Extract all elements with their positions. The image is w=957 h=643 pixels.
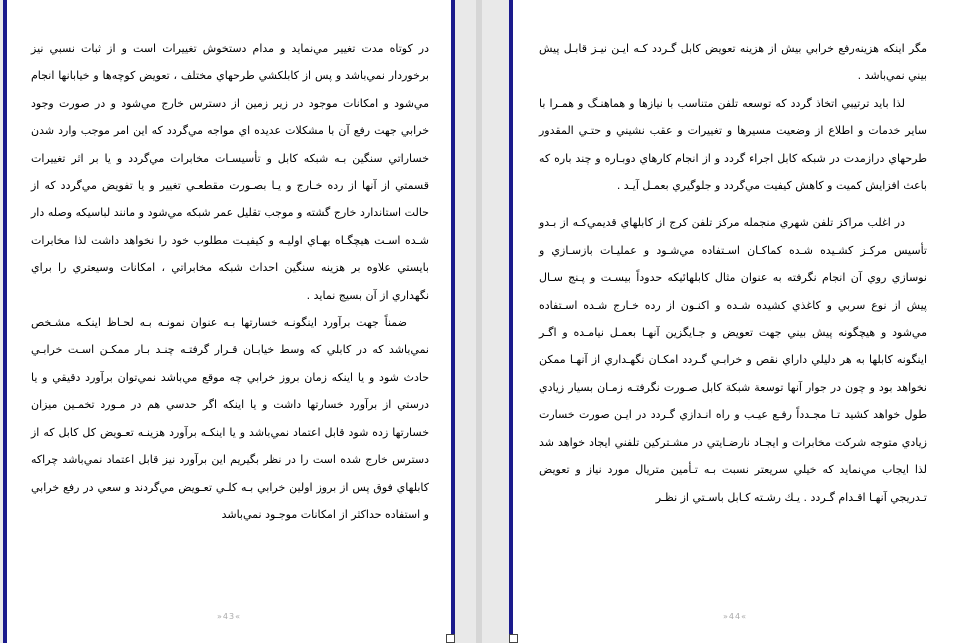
- page-corner-marker: [509, 634, 518, 643]
- paragraph: مگر اينكه هزينه‌رفع خرابي بيش از هزينه تعويض كابل گـردد كـه ايـن نيـز قابـل پيش بيني نمي‌باشد .: [539, 42, 927, 83]
- paragraph: ضمناً جهت برآورد اينگونـه خسارتها بـه عنوان نمونـه بـه لحـاظ اينكـه مشـخص نمي‌باشد كه در كابلي كه وسط خيابـان قـرار گرفتـه چنـد بـار ممكـن اسـت خرابـي حادث شود و يا اينكه زمان بروز خرابي چه موقع مي‌باشد نمي‌توان برآورد دقيقي و يا درستي از برآورد خسارتها داشت و يا اينكه اگر حدسي هم در مـورد تخمـين ميزان خسارتها زده شود قابل اعتماد نمي‌باشد و يا اينكـه برآورد هزينـه تعـويض كل كابل كه از دسترس خارج شده است را در نظر بگيريم اين برآورد نيز قابل اعتماد نمي‌باشد چراكه كابلهاي فوق پس از بروز اولين خرابي بـه كلـي تعـويض مي‌گردند و سعي در رفع خرابي و استفاده حداكثر از امكانات موجـود نمي‌باشد: [31, 316, 429, 521]
- paragraph: در كوتاه مدت تغيير مي‌نمايد و مدام دستخوش تغييرات است و از ثبات نسبي نيز برخوردار نمي‌باشد و پس از كابلكشي طرحهاي مختلف ، تعويض كوچه‌ها و خيابانها انجام مي‌شود و امكانات موجود در زير زمين از دسترس خارج مي‌شود و در صورت وجود خرابي جهت رفع آن با مشكلات عديده اي مواجه مي‌گردد كه اين امر موجب وارد شدن خساراتي سنگين بـه شبكه كابل و تأسيسـات مخابرات مي‌گردد و يا بر اثر تغييرات قسمتي از آنها از رده خـارج و يـا بصـورت مقطعـي تغيير و يا تفويض مي‌گردد كه از حالت استاندارد خارج گشته و موجب تقليل عمر شبكه مي‌شود و مانند لباسيكه وصله دار شـده اسـت هيچگـاه بهـاي اوليـه و كيفيـت مطلوب خود را نخواهد داشت لذا مخابرات بايستي علاوه بر هزينه سنگين احداث شبكه مخابراتي ، امكانات وسيعتري را براي نگهداري از آن بسيج نمايد .: [31, 42, 429, 302]
- page-gutter: [455, 0, 509, 643]
- scroll-divider: [476, 0, 482, 643]
- page-number: »44«: [723, 612, 747, 621]
- paragraph: در اغلب مراكز تلفن شهري منجمله مركز تلفن كرج از كابلهاي قديمي‌كـه از بـدو تأسيس مركـز كشـيده شـده كماكـان اسـتفاده مي‌شـود و عمليـات بازسـازي و نوسازي روي آن انجام نگرفته به عنوان مثال كابلهائيكه حدوداً بيسـت و پـنج سـال پيش از نوع سربي و كاغذي كشيده شـده و اكنـون از رده خـارج شـده اسـتفاده مي‌شود و هيچگونه پيش بيني جهت تعويض و جـايگزين آنهـا بعمـل نيامـده و اگـر اينگونه كابلها به هر دليلي داراي نقص و خرابـي گـردد امكـان نگهـداري از آنهـا ممكن نخواهد بود و چون در جوار آنها توسعة شبكة كابل صـورت نگرفتـه زمـان بسيار زيادي طول خواهد كشيد تـا مجـدداً رفـع عيـب و راه انـدازي گـردد در ايـن صورت خسارت زيادي متوجه شركت مخابرات و ايجـاد نارضـايتي در مشـتركين تلفني ايجاد خواهد شد لذا ايجاب مي‌نمايد كه خيلي سريعتر نسبت بـه تـأمين متريال مورد نياز و تعويض تـدريجي آنهـا اقـدام گـردد . يـك رشـته كـابل باسـتي از نظـر: [539, 216, 927, 504]
- document-page-left: [3, 0, 455, 643]
- page-body-text: [539, 35, 927, 511]
- page-corner-marker: [446, 634, 455, 643]
- paragraph: لذا بايد ترتيبي اتخاذ گردد كه توسعه تلفن متناسب با نيازها و هماهنـگ و همـرا با ساير خدمات و اطلاع از وضعيت مسيرها و تغييرات و عقب نشيني و حتـي المقدور طرحهاي درازمدت در شبكه كابل اجراء گردد و از انجام كارهاي دوبـاره و چند باره كه باعث افزايش كميت و كاهش كيفيت مي‌گردد و جلوگيري بعمـل آيـد .: [539, 96, 927, 193]
- page-number: »43«: [217, 612, 241, 621]
- document-page-right: [509, 0, 957, 643]
- page-body-text: [31, 35, 429, 528]
